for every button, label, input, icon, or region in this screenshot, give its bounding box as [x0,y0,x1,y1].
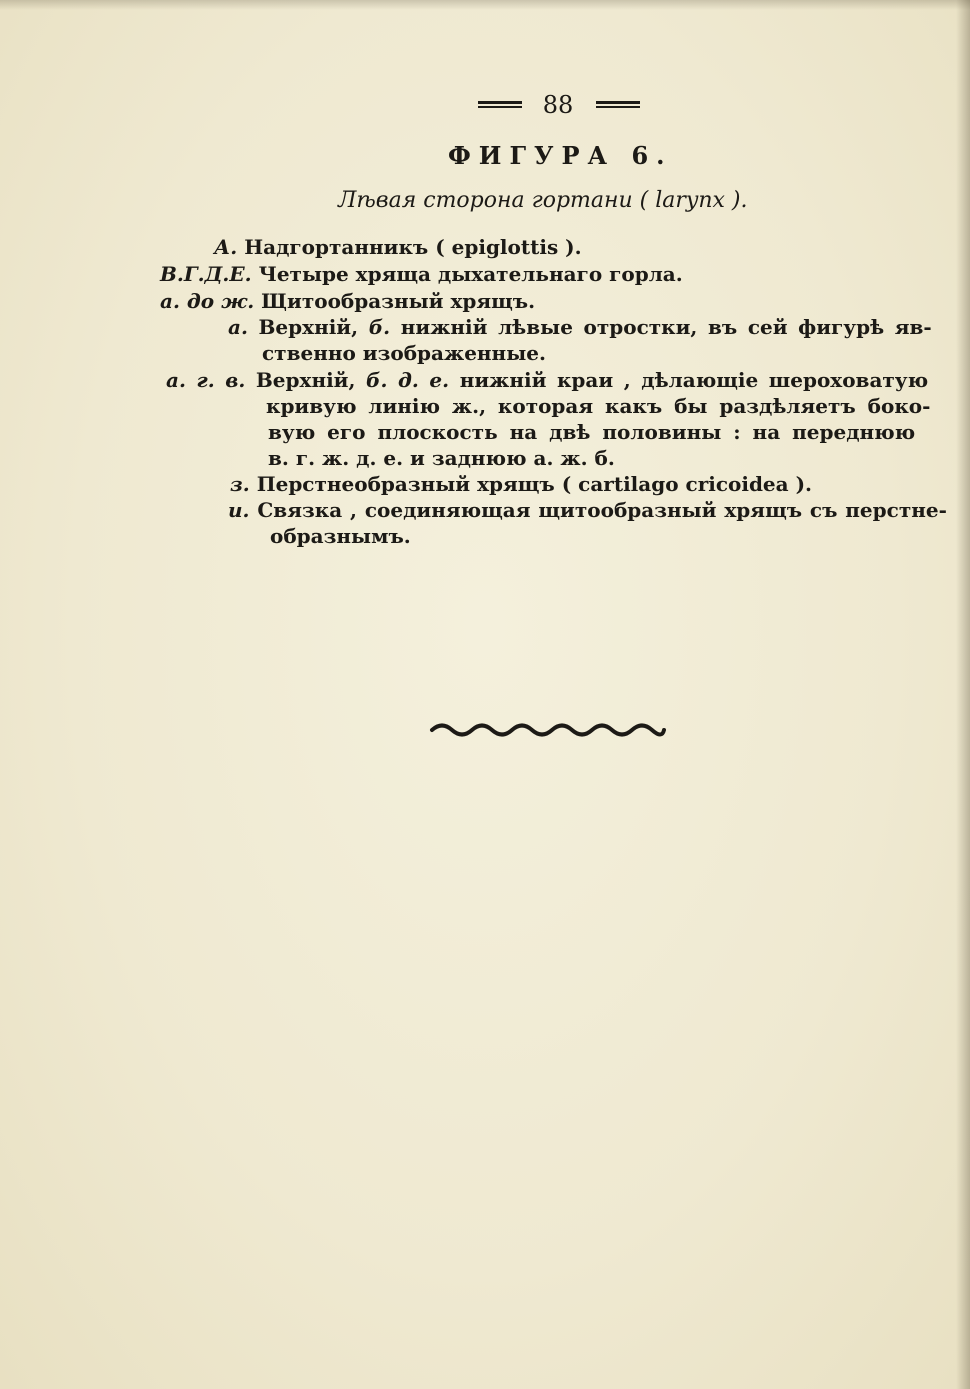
entry-text: Верхній, [255,368,356,392]
entry-ref-label: ж., [451,394,487,418]
entry-continuation: вую его плоскость на двѣ половины : на переднюю [268,420,916,444]
page-edge-right [956,0,970,1389]
entry-label: и. [228,498,250,522]
legend-entry [160,289,535,314]
legend-entry [230,472,812,497]
entry-text: кривую линію [266,394,441,418]
entry-text: Надгортанникъ ( epiglottis ). [244,235,582,259]
entry-label: В.Г.Д.Е. [160,262,252,286]
entry-label: а. до ж. [160,289,255,313]
entry-continuation: образнымъ. [270,524,411,548]
entry-text: Четыре хряща дыхательнаго горла. [258,262,683,286]
legend-entry [228,315,932,340]
entry-label: А. [214,235,238,259]
entry-continuation: ственно изображенные. [262,341,546,365]
legend-entry [160,262,683,287]
entry-text: Связка , соединяющая щитообразный хрящъ съ перстне- [257,498,947,522]
entry-text: Верхній, [258,315,359,339]
page-edge-top [0,0,970,10]
entry-continuation [268,446,615,471]
entry-ref-label: б. д. е. [366,368,450,392]
entry-ref-label: в. г. ж. д. е. [268,446,404,470]
header-rule-right [596,101,640,108]
entry-text: нижній лѣвые отростки, въ сей фигурѣ яв- [400,315,932,339]
header-rule-left [478,101,522,108]
entry-label: з. [230,472,250,496]
entry-text: и заднюю [410,446,527,470]
entry-text: Перстнеобразный хрящъ ( cartilago cricoidea ). [256,472,812,496]
figure-subtitle: Лѣвая сторона гортани ( larynx ). [338,188,748,213]
entry-text: которая какъ бы раздѣляетъ боко- [497,394,931,418]
wavy-line-ornament-icon [428,719,668,741]
page-header [0,88,970,122]
legend-entry [228,498,947,523]
figure-title: ФИГУРА 6. [448,141,673,170]
entry-continuation [266,394,930,419]
entry-ref-label: б. [368,315,391,339]
entry-label: а. [228,315,248,339]
legend-entry [166,368,928,393]
page-number: 88 [542,91,574,119]
entry-label: а. г. в. [166,368,246,392]
legend-entry [214,235,582,260]
entry-text: Щитообразный хрящъ. [261,289,536,313]
entry-text: нижній краи , дѣлающіе шероховатую [459,368,929,392]
entry-ref-label: а. ж. б. [533,446,615,470]
